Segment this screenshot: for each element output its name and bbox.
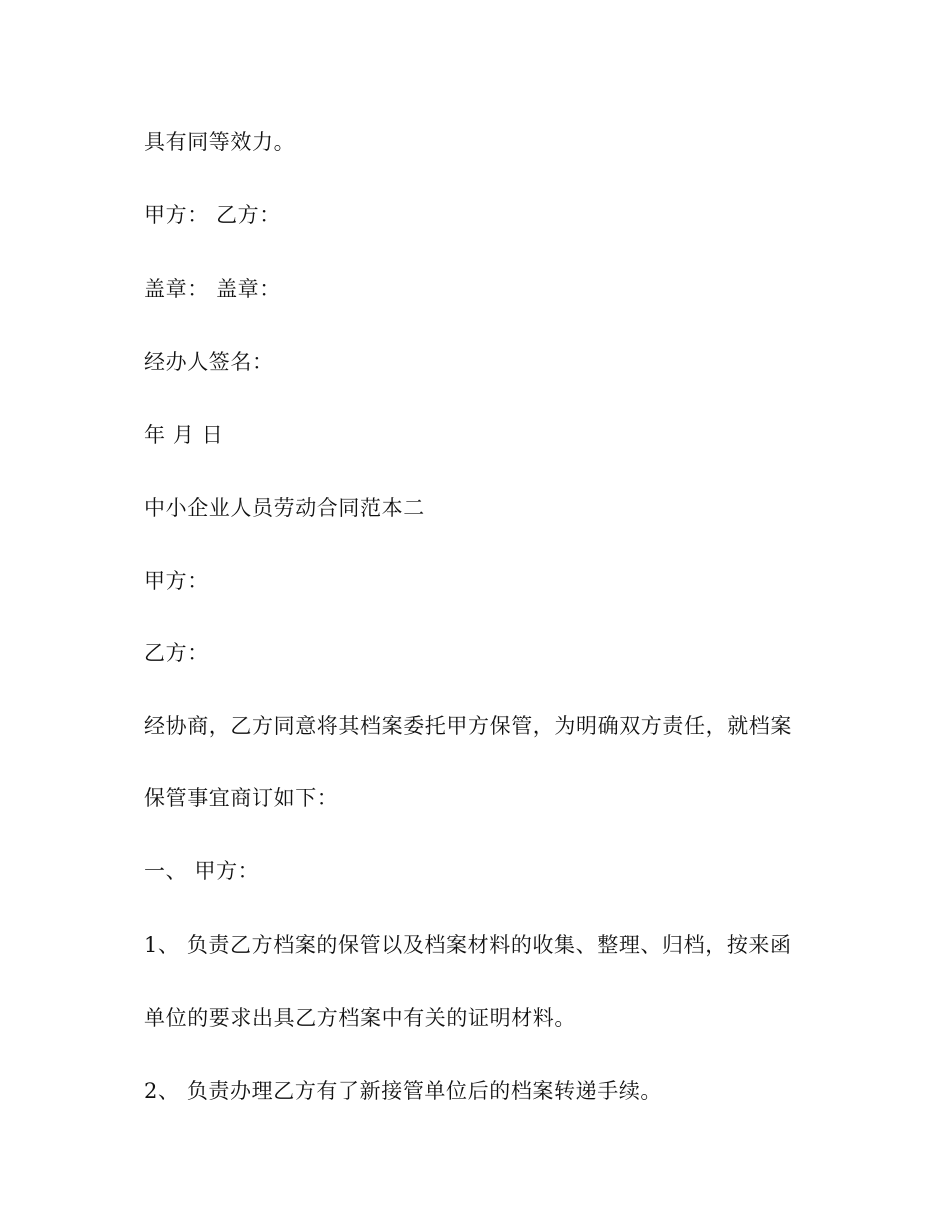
party-b-label: 乙方： — [144, 641, 209, 665]
clause-line: 2、 负责办理乙方有了新接管单位后的档案转递手续。 — [144, 1079, 663, 1103]
party-labels-line: 甲方： 乙方： — [144, 203, 281, 227]
seal-labels-line: 盖章： 盖章： — [144, 277, 281, 301]
text-line: 具有同等效力。 — [144, 130, 296, 154]
text-line: 保管事宜商订如下： — [144, 786, 339, 810]
signature-label-line: 经办人签名： — [144, 350, 274, 374]
date-line: 年 月 日 — [144, 423, 224, 447]
section-heading: 一、 甲方： — [144, 859, 260, 883]
party-a-label: 甲方： — [144, 569, 209, 593]
contract-title: 中小企业人员劳动合同范本二 — [144, 496, 425, 520]
text-line: 经协商，乙方同意将其档案委托甲方保管，为明确双方责任，就档案 — [144, 714, 792, 738]
clause-line: 单位的要求出具乙方档案中有关的证明材料。 — [144, 1006, 576, 1030]
clause-line: 1、 负责乙方档案的保管以及档案材料的收集、整理、归档，按来函 — [144, 933, 792, 957]
